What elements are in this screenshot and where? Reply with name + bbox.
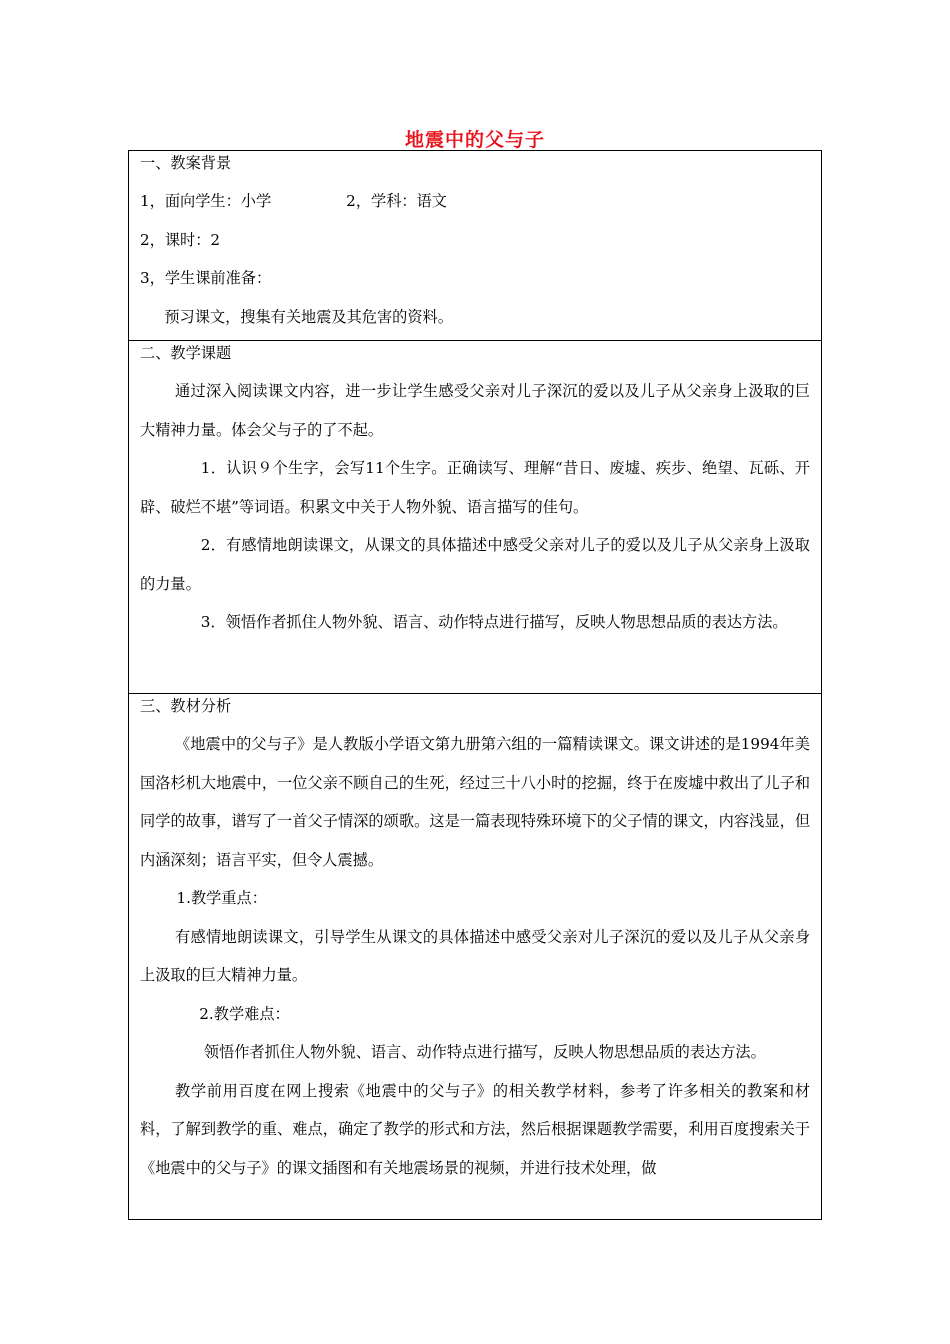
section-background-row xyxy=(129,151,822,341)
section-topic-row xyxy=(129,341,822,694)
target-and-subject-line xyxy=(140,182,810,221)
class-hours: 2，课时：2 xyxy=(140,230,221,249)
student-preparation-text: 预习课文，搜集有关地震及其危害的资料。 xyxy=(164,307,453,326)
section-analysis-cell xyxy=(129,694,822,1220)
goal-1: 1．认识９个生字，会写11个生字。正确读写、理解“昔日、废墟、疾步、绝望、瓦砾、开辟、破烂不堪”等词语。积累文中关于人物外貌、语言描写的佳句。 xyxy=(140,459,810,516)
topic-intro: 通过深入阅读课文内容，进一步让学生感受父亲对儿子深沉的爱以及儿子从父亲身上汲取的巨大精神力量。体会父与子的了不起。 xyxy=(140,382,810,439)
goal-3: 3．领悟作者抓住人物外貌、语言、动作特点进行描写，反映人物思想品质的表达方法。 xyxy=(200,613,788,631)
material-analysis: 《地震中的父与子》是人教版小学语文第九册第六组的一篇精读课文。课文讲述的是1994年美国洛杉机大地震中，一位父亲不顾自己的生死，经过三十八小时的挖掘，终于在废墟中救出了儿子和同学的故事，谱写了一首父子情深的颂歌。这是一篇表现特殊环境下的父子情的课文，内容浅显，但内涵深刻；语言平实，但令人震撼。 xyxy=(140,735,810,869)
goal-2: 2．有感情地朗读课文，从课文的具体描述中感受父亲对儿子的爱以及儿子从父亲身上汲取的力量。 xyxy=(140,536,810,593)
difficulty-text: 领悟作者抓住人物外貌、语言、动作特点进行描写，反映人物思想品质的表达方法。 xyxy=(203,1043,766,1061)
student-preparation-label: 3，学生课前准备： xyxy=(140,269,272,287)
lesson-plan-table xyxy=(128,150,822,1220)
key-point-label: 1.教学重点： xyxy=(176,889,267,907)
document-title: 地震中的父与子 xyxy=(404,129,545,151)
section-background-cell xyxy=(129,151,822,341)
key-point-text: 有感情地朗读课文，引导学生从课文的具体描述中感受父亲对儿子深沉的爱以及儿子从父亲身上汲取的巨大精神力量。 xyxy=(140,927,810,984)
section-topic-heading: 二、教学课题 xyxy=(140,344,232,362)
difficulty-label: 2.教学难点： xyxy=(199,1004,290,1023)
section-analysis-heading: 三、教材分析 xyxy=(140,697,232,715)
section-topic-cell xyxy=(129,341,822,694)
subject: 2，学科：语文 xyxy=(346,192,447,210)
preparation-text: 教学前用百度在网上搜索《地震中的父与子》的相关教学材料，参考了许多相关的教案和材料，了解到教学的重、难点，确定了教学的形式和方法，然后根据课题教学需要，利用百度搜索关于《地震中的父与子》的课文插图和有关地震场景的视频，并进行技术处理，做 xyxy=(140,1081,810,1177)
target-students: 1，面向学生：小学 xyxy=(140,192,272,210)
section-background-heading: 一、教案背景 xyxy=(140,154,232,172)
section-analysis-row xyxy=(129,694,822,1220)
